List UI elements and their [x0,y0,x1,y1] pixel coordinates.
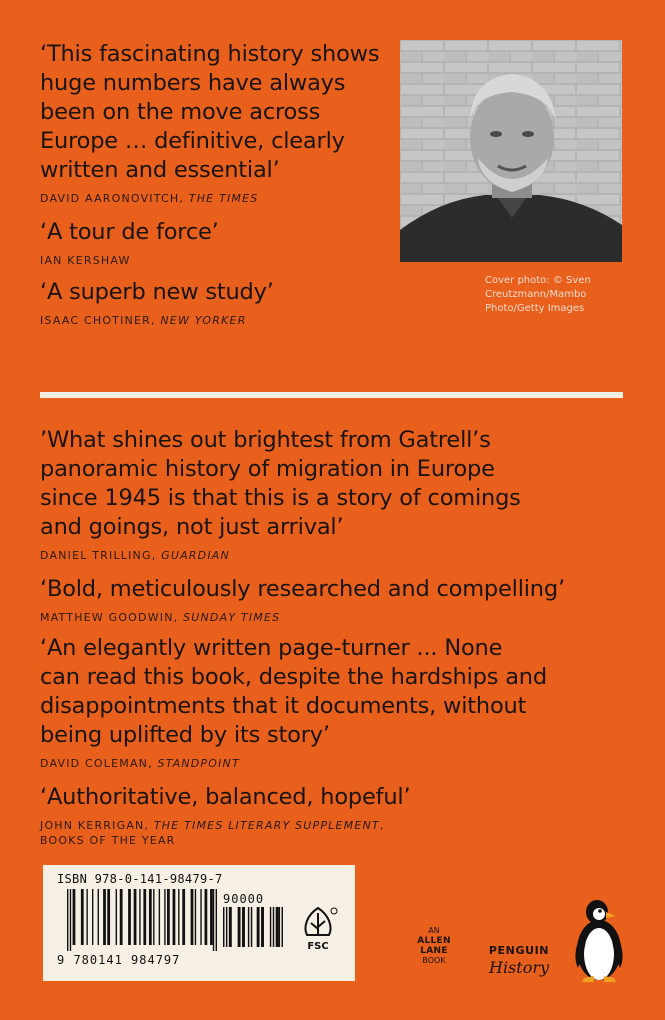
barcode-bar [226,907,227,947]
barcode-bar [238,907,241,947]
quote-block-chotiner [40,278,390,328]
quote-source: NEW YORKER [160,314,247,327]
author-portrait-image [400,40,622,262]
barcode-bar [279,907,280,947]
imprint-line: ALLEN [417,936,451,946]
barcode-bar [159,889,160,945]
quote-author: DANIEL TRILLING, [40,549,162,562]
barcode-bar [98,889,99,945]
barcode-bar [229,907,232,947]
quote-text: ‘This fascinating history shows huge numbers have always been on the move across Europe … definitive, clearly written and essential’ [40,41,380,183]
fsc-logo-icon [297,905,339,953]
quote-author: DAVID AARONOVITCH, [40,192,189,205]
quote-text: ’What shines out brightest from Gatrell’s panoramic history of migration in Europe since 1945 is that this is a story of comings and goings, not just arrival’ [40,427,521,540]
quote-attribution [40,818,640,848]
barcode-bar [120,889,123,945]
quote-author: IAN KERSHAW [40,254,131,267]
quote-attribution [40,756,640,771]
allen-lane-imprint [410,926,458,966]
addon-barcode [223,907,283,949]
barcode-bar [205,889,208,945]
quote-block-aaronovitch [40,40,390,206]
barcode-panel [43,865,355,981]
barcode-bar [191,889,194,945]
ean-number: 9 780141 984797 [57,953,181,967]
barcode-bar [67,889,68,951]
quote-attribution [40,253,390,268]
barcode-bar [73,889,76,945]
imprint-line: LANE [420,946,448,956]
barcode-bar [103,889,106,945]
quote-attribution [40,548,640,563]
quote-source: SUNDAY TIMES [183,611,281,624]
barcode-bar [182,889,185,945]
barcode-bar [251,907,252,947]
barcode-bar [153,889,154,945]
quote-author: MATTHEW GOODWIN, [40,611,184,624]
quote-suffix: , BOOKS OF THE YEAR [40,819,385,847]
barcode-bar [70,889,71,951]
isbn-number: ISBN 978-0-141-98479-7 [57,872,223,886]
quote-block-trilling [40,426,640,563]
quote-block-goodwin [40,575,640,625]
ean-barcode [67,889,217,951]
quote-text: ‘A tour de force’ [40,219,219,245]
barcode-bar [210,889,213,945]
quote-attribution [40,191,390,206]
barcode-bar [216,889,217,951]
barcode-bar [164,889,165,945]
barcode-bar [195,889,196,945]
imprint-line: BOOK [422,956,446,965]
quote-attribution [40,313,390,328]
section-divider [40,392,623,398]
publisher-label [484,944,554,977]
fsc-label: FSC [307,941,329,952]
barcode-bar [213,889,214,951]
photo-credit: Cover photo: © Sven Creutzmann/Mambo Photo/Getty Images [485,275,591,314]
quote-source: THE TIMES LITERARY SUPPLEMENT [153,819,380,832]
barcode-bar [282,907,283,947]
barcode-bar [270,907,271,947]
imprint-line: AN [428,926,440,935]
barcode-addon-number: 90000 [223,892,265,906]
quote-author: ISAAC CHOTINER, [40,314,161,327]
barcode-bar [92,889,93,945]
barcode-bar [200,889,201,945]
quote-source: STANDPOINT [157,757,240,770]
barcode-bar [128,889,131,945]
quote-block-coleman [40,634,640,771]
barcode-bar [143,889,146,945]
barcode-bar [178,889,179,945]
quote-text: ‘Authoritative, balanced, hopeful’ [40,784,411,810]
quote-attribution [40,610,640,625]
quote-block-kerrigan [40,783,640,848]
barcode-bar [223,907,224,947]
barcode-bar [257,907,260,947]
quote-block-kershaw [40,218,390,268]
barcode-bar [273,907,274,947]
quote-text: ‘An elegantly written page-turner ... None can read this book, despite the hardships and disappointments that it documents, without being uplifted by its story’ [40,635,547,748]
quote-author: DAVID COLEMAN, [40,757,158,770]
barcode-bar [242,907,245,947]
publisher-series: History [488,958,550,977]
barcode-bar [107,889,110,945]
quote-author: JOHN KERRIGAN, [40,819,154,832]
quote-text: ‘A superb new study’ [40,279,274,305]
barcode-bar [86,889,87,945]
penguin-logo-icon [572,896,626,984]
quote-source: THE TIMES [188,192,259,205]
barcode-bar [139,889,140,945]
barcode-bar [81,889,84,945]
author-photo [400,40,622,262]
quote-source: GUARDIAN [161,549,230,562]
barcode-bar [134,889,137,945]
barcode-bar [167,889,170,945]
publisher-name: PENGUIN [488,944,550,957]
barcode-bar [276,907,279,947]
barcode-bar [261,907,264,947]
barcode-bar [149,889,152,945]
barcode-bar [173,889,176,945]
barcode-bar [116,889,117,945]
barcode-bar [248,907,249,947]
quote-text: ‘Bold, meticulously researched and compelling’ [40,576,565,602]
